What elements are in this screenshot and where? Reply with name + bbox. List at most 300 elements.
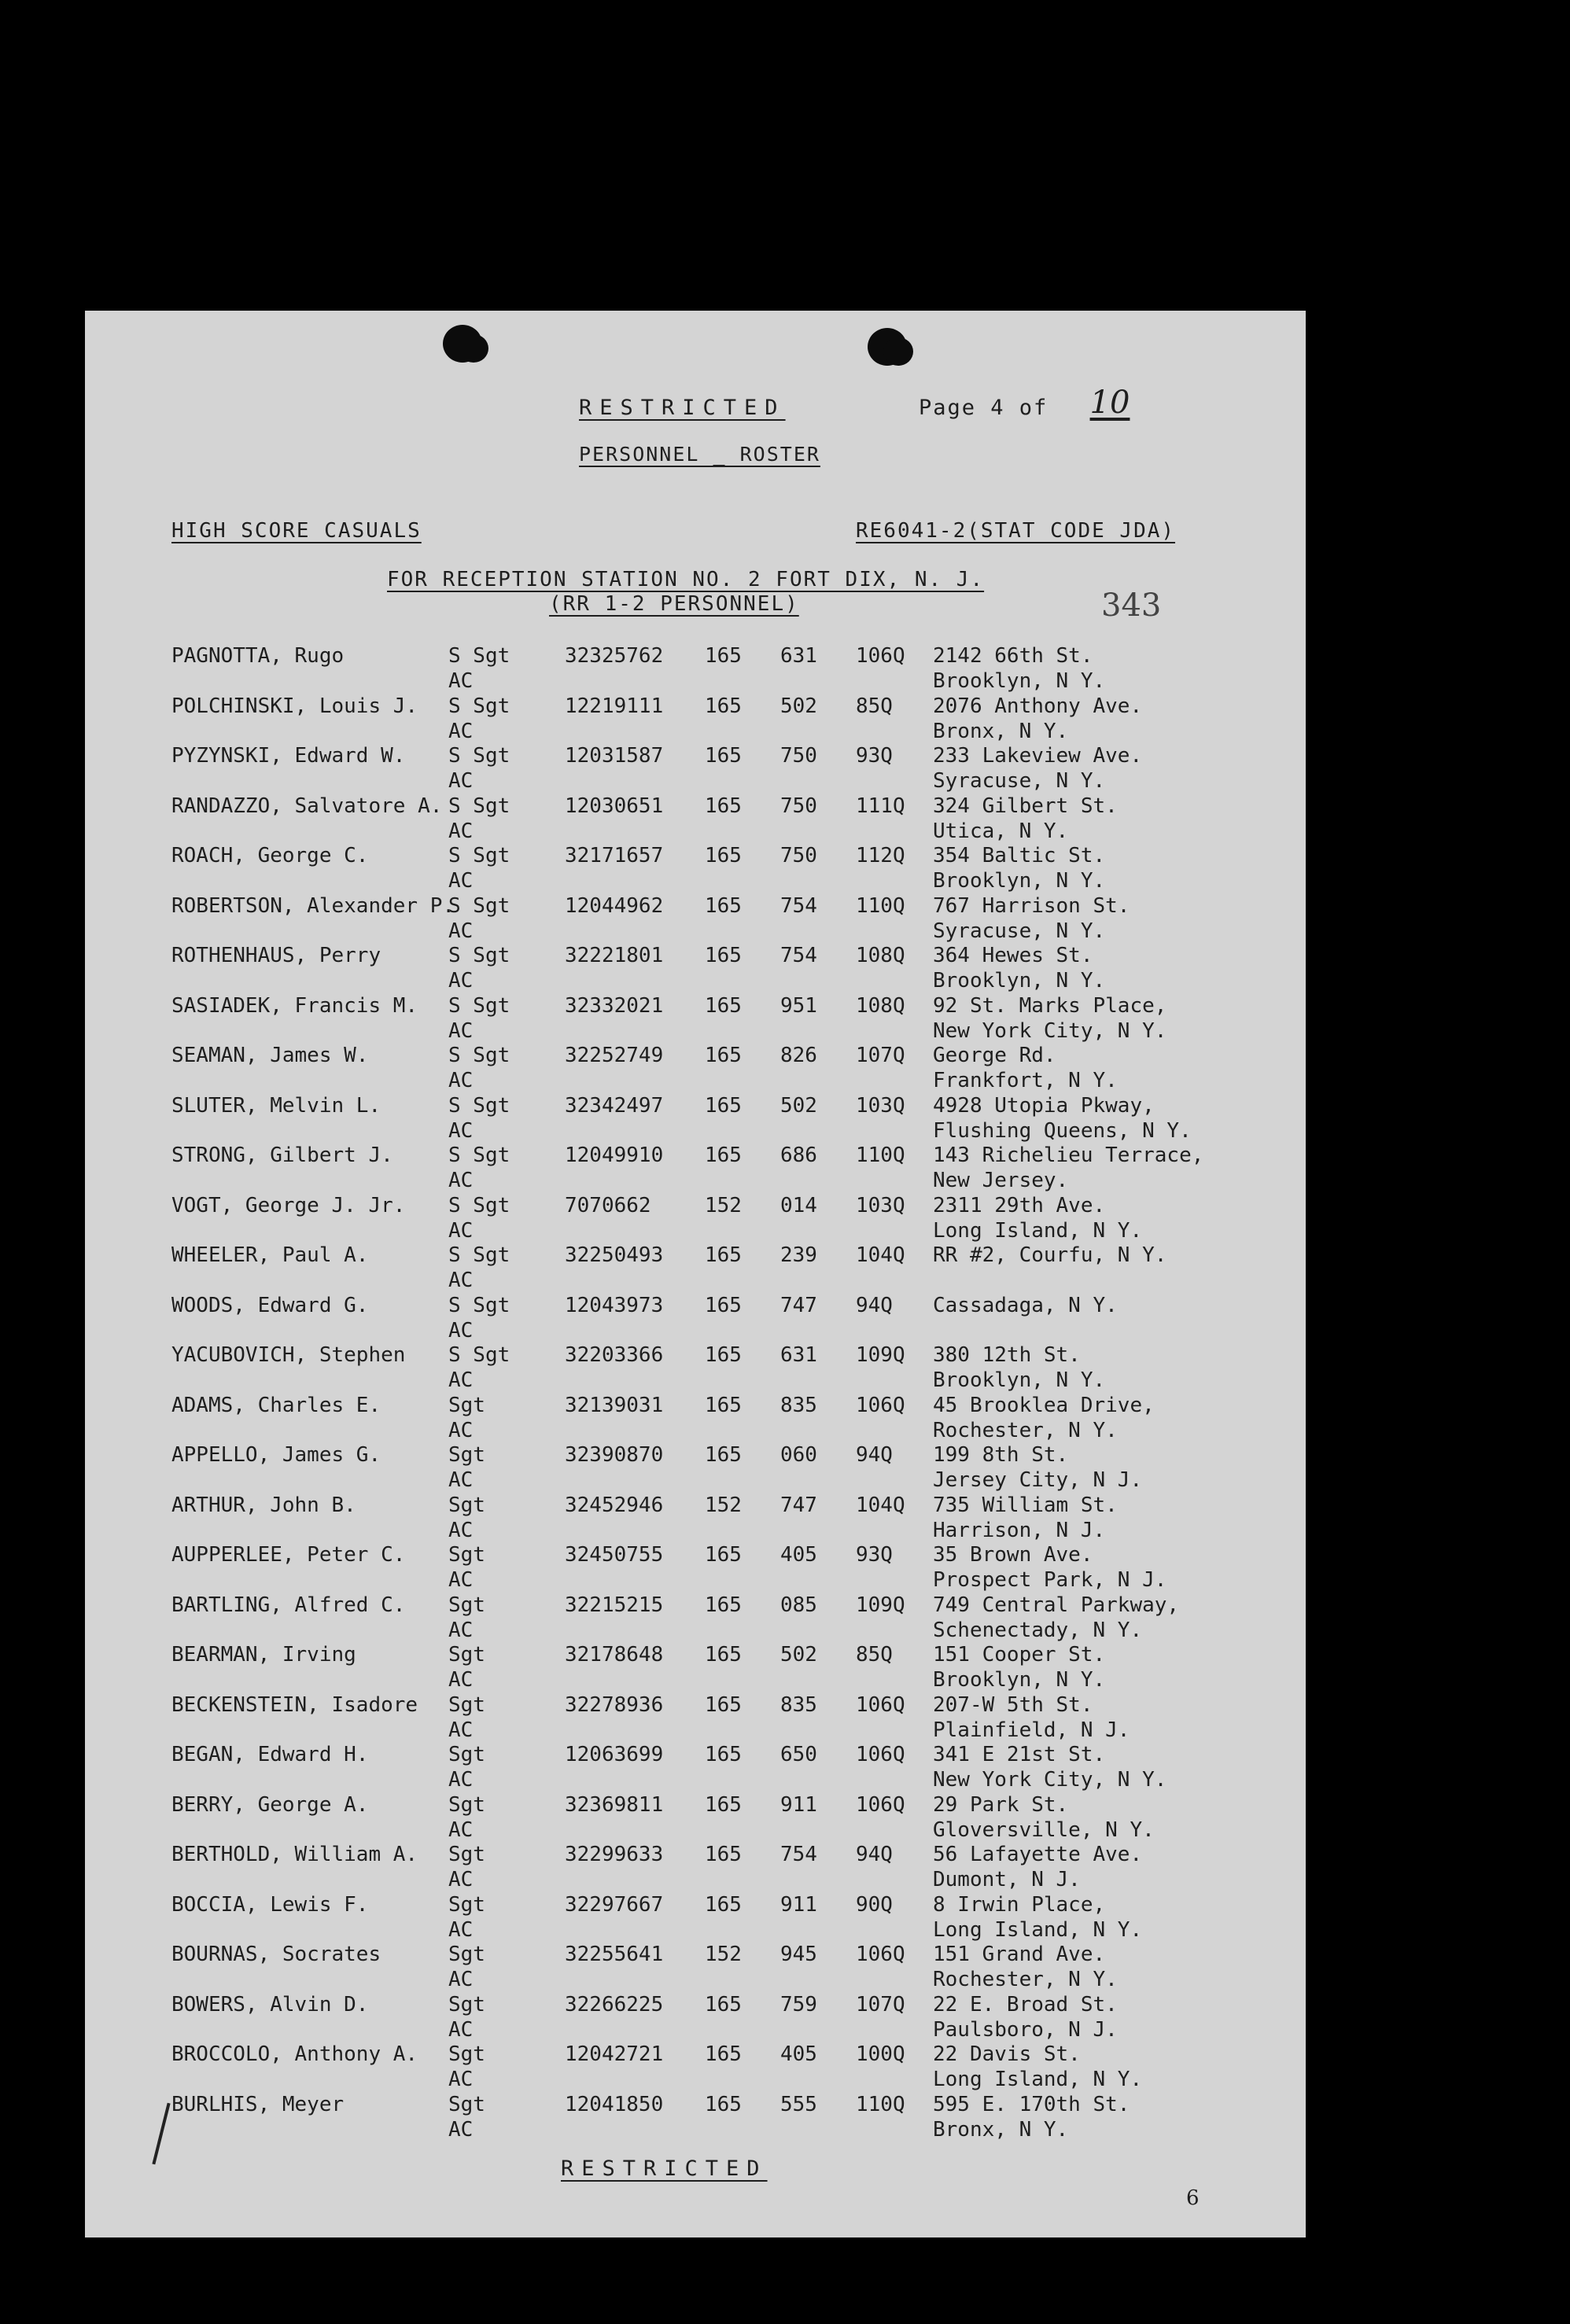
entry-address-line1: 22 E. Broad St. (933, 1992, 1118, 2016)
entry-address-line2: Schenectady, N Y. (933, 1618, 1143, 1642)
entry-grade: Sgt (448, 1792, 485, 1817)
entry-code-c: 108Q (856, 993, 905, 1018)
entry-code-b: 835 (780, 1393, 817, 1417)
entry-code-c: 106Q (856, 1792, 905, 1817)
entry-address-line1: Cassadaga, N Y. (933, 1293, 1118, 1317)
roster-entry (85, 944, 1306, 993)
entry-serial: 32332021 (565, 993, 664, 1018)
entry-code-c: 93Q (856, 1543, 893, 1567)
entry-name: ROTHENHAUS, Perry (171, 944, 381, 967)
entry-code-a: 165 (705, 1144, 742, 1167)
entry-address-line2: Brooklyn, N Y. (933, 1668, 1106, 1692)
entry-address-line1: 749 Central Parkway, (933, 1593, 1180, 1617)
entry-code-b: 754 (780, 893, 817, 918)
entry-code-c: 106Q (856, 1743, 905, 1766)
entry-name: PAGNOTTA, Rugo (171, 644, 345, 668)
entry-branch: AC (448, 819, 474, 843)
entry-name: WOODS, Edward G. (171, 1293, 369, 1317)
entry-name: BARTLING, Alfred C. (171, 1593, 406, 1617)
entry-code-c: 106Q (856, 1943, 905, 1966)
entry-code-b: 085 (780, 1593, 817, 1617)
entry-grade: S Sgt (448, 1193, 510, 1217)
entry-serial: 32325762 (565, 644, 664, 668)
entry-address-line1: 380 12th St. (933, 1343, 1081, 1367)
entry-branch: AC (448, 769, 474, 793)
entry-serial: 32369811 (565, 1792, 664, 1817)
entry-code-c: 94Q (856, 1843, 893, 1866)
entry-serial: 7070662 (565, 1193, 651, 1217)
entry-code-b: 631 (780, 1343, 817, 1367)
entry-serial: 32450755 (565, 1543, 664, 1567)
entry-address-line1: 92 St. Marks Place, (933, 993, 1167, 1018)
entry-grade: S Sgt (448, 1243, 510, 1267)
entry-code-a: 165 (705, 1643, 742, 1667)
entry-address-line1: 324 Gilbert St. (933, 794, 1118, 818)
entry-branch: AC (448, 1269, 474, 1292)
entry-code-c: 107Q (856, 1992, 905, 2016)
entry-code-c: 100Q (856, 2042, 905, 2066)
entry-address-line1: 56 Lafayette Ave. (933, 1843, 1143, 1866)
entry-serial: 32297667 (565, 1892, 664, 1917)
roster-entry (85, 1993, 1306, 2042)
entry-branch: AC (448, 1768, 474, 1792)
roster-entry (85, 644, 1306, 694)
entry-address-line1: 151 Grand Ave. (933, 1943, 1106, 1966)
entry-code-a: 165 (705, 1792, 742, 1817)
entry-code-c: 109Q (856, 1593, 905, 1617)
entry-code-c: 94Q (856, 1293, 893, 1317)
entry-code-a: 165 (705, 1843, 742, 1866)
entry-name: BERTHOLD, William A. (171, 1843, 418, 1866)
entry-address-line2: New York City, N Y. (933, 1018, 1167, 1043)
entry-name: SEAMAN, James W. (171, 1044, 369, 1067)
entry-branch: AC (448, 1818, 474, 1842)
entry-code-b: 686 (780, 1144, 817, 1167)
entry-code-c: 104Q (856, 1493, 905, 1517)
entry-serial: 32266225 (565, 1992, 664, 2016)
entry-code-b: 951 (780, 993, 817, 1018)
entry-code-a: 165 (705, 744, 742, 768)
entry-address-line1: 45 Brooklea Drive, (933, 1393, 1155, 1417)
entry-grade: Sgt (448, 1493, 485, 1517)
entry-address-line2: Frankfort, N Y. (933, 1069, 1118, 1092)
entry-address-line1: 207-W 5th St. (933, 1692, 1093, 1717)
entry-code-c: 110Q (856, 1144, 905, 1167)
entry-grade: Sgt (448, 1643, 485, 1667)
entry-code-b: 405 (780, 2042, 817, 2066)
entry-code-a: 165 (705, 1293, 742, 1317)
entry-serial: 32342497 (565, 1093, 664, 1118)
entry-code-a: 165 (705, 1443, 742, 1467)
roster-entry (85, 1843, 1306, 1892)
entry-code-b: 405 (780, 1543, 817, 1567)
entry-address-line1: 2142 66th St. (933, 644, 1093, 668)
entry-code-c: 106Q (856, 1393, 905, 1417)
entry-code-a: 165 (705, 1692, 742, 1717)
entry-name: ROBERTSON, Alexander P. (171, 893, 455, 918)
entry-branch: AC (448, 669, 474, 693)
entry-code-b: 502 (780, 1093, 817, 1118)
stamp-number: 343 (1101, 587, 1162, 624)
entry-grade: S Sgt (448, 1293, 510, 1317)
entry-name: BURLHIS, Meyer (171, 2092, 345, 2116)
entry-address-line1: 364 Hewes St. (933, 944, 1093, 967)
entry-serial: 32252749 (565, 1044, 664, 1067)
entry-code-b: 750 (780, 794, 817, 818)
entry-code-b: 911 (780, 1892, 817, 1917)
entry-code-b: 759 (780, 1992, 817, 2016)
entry-branch: AC (448, 1468, 474, 1492)
entry-serial: 32278936 (565, 1692, 664, 1717)
entry-branch: AC (448, 1668, 474, 1692)
entry-address-line1: 22 Davis St. (933, 2042, 1081, 2066)
entry-address-line2: Syracuse, N Y. (933, 769, 1106, 793)
roster-entry (85, 1294, 1306, 1343)
entry-name: BERRY, George A. (171, 1792, 369, 1817)
entry-serial: 32171657 (565, 844, 664, 867)
entry-address-line1: 735 William St. (933, 1493, 1118, 1517)
roster-entry (85, 844, 1306, 893)
entry-code-a: 165 (705, 1743, 742, 1766)
entry-branch: AC (448, 2017, 474, 2042)
roster-entry (85, 994, 1306, 1044)
entry-code-c: 104Q (856, 1243, 905, 1267)
entry-branch: AC (448, 719, 474, 743)
entry-code-a: 165 (705, 1543, 742, 1567)
entry-branch: AC (448, 1118, 474, 1143)
entry-code-a: 152 (705, 1493, 742, 1517)
entry-code-b: 826 (780, 1044, 817, 1067)
entry-name: BEARMAN, Irving (171, 1643, 356, 1667)
entry-name: WHEELER, Paul A. (171, 1243, 369, 1267)
entry-code-a: 165 (705, 1593, 742, 1617)
entry-grade: S Sgt (448, 794, 510, 818)
entry-address-line2: Bronx, N Y. (933, 719, 1069, 743)
entry-code-c: 110Q (856, 2092, 905, 2116)
entry-branch: AC (448, 1718, 474, 1742)
entry-name: BECKENSTEIN, Isadore (171, 1692, 418, 1717)
entry-address-line2: New Jersey. (933, 1169, 1069, 1192)
entry-code-c: 94Q (856, 1443, 893, 1467)
entry-code-a: 165 (705, 844, 742, 867)
entry-code-b: 502 (780, 694, 817, 718)
entry-name: SASIADEK, Francis M. (171, 993, 418, 1018)
entry-code-a: 165 (705, 993, 742, 1018)
entry-serial: 12042721 (565, 2042, 664, 2066)
stat-code: RE6041-2(STAT CODE JDA) (856, 519, 1176, 543)
roster-entry (85, 1643, 1306, 1692)
entry-grade: S Sgt (448, 1343, 510, 1367)
entry-branch: AC (448, 1018, 474, 1043)
roster-entry (85, 1443, 1306, 1493)
entry-code-c: 106Q (856, 1692, 905, 1717)
entry-name: STRONG, Gilbert J. (171, 1144, 393, 1167)
entry-grade: Sgt (448, 1943, 485, 1966)
entry-address-line2: Brooklyn, N Y. (933, 969, 1106, 993)
roster-entry (85, 1243, 1306, 1293)
entry-code-c: 106Q (856, 644, 905, 668)
entry-code-a: 165 (705, 2042, 742, 2066)
entry-code-a: 152 (705, 1943, 742, 1966)
page-total: 10 (1089, 385, 1130, 421)
entry-name: SLUTER, Melvin L. (171, 1093, 381, 1118)
entry-grade: Sgt (448, 1843, 485, 1866)
roster-entry (85, 1194, 1306, 1243)
entry-serial: 32221801 (565, 944, 664, 967)
entry-code-b: 060 (780, 1443, 817, 1467)
entry-code-b: 945 (780, 1943, 817, 1966)
entry-serial: 32203366 (565, 1343, 664, 1367)
entry-address-line1: 233 Lakeview Ave. (933, 744, 1143, 768)
entry-address-line2: Long Island, N Y. (933, 1218, 1143, 1243)
entry-name: ROACH, George C. (171, 844, 369, 867)
entry-code-c: 90Q (856, 1892, 893, 1917)
entry-grade: S Sgt (448, 893, 510, 918)
entry-code-b: 502 (780, 1643, 817, 1667)
entry-code-a: 165 (705, 1892, 742, 1917)
entry-branch: AC (448, 1368, 474, 1392)
entry-grade: Sgt (448, 1593, 485, 1617)
entry-address-line1: 151 Cooper St. (933, 1643, 1106, 1667)
entry-address-line1: 2076 Anthony Ave. (933, 694, 1143, 718)
roster-entry (85, 1394, 1306, 1443)
entry-name: ARTHUR, John B. (171, 1493, 356, 1517)
entry-grade: Sgt (448, 2092, 485, 2116)
entry-address-line2: Syracuse, N Y. (933, 919, 1106, 943)
entry-address-line1: George Rd. (933, 1044, 1056, 1067)
entry-code-b: 239 (780, 1243, 817, 1267)
entry-name: BOURNAS, Socrates (171, 1943, 381, 1966)
entry-code-c: 110Q (856, 893, 905, 918)
entry-branch: AC (448, 1568, 474, 1592)
roster-entry (85, 1493, 1306, 1543)
entry-code-a: 165 (705, 944, 742, 967)
entry-code-a: 152 (705, 1193, 742, 1217)
entry-code-c: 108Q (856, 944, 905, 967)
entry-code-a: 165 (705, 1343, 742, 1367)
entry-code-a: 165 (705, 644, 742, 668)
entry-serial: 12044962 (565, 893, 664, 918)
roster-entry (85, 1793, 1306, 1843)
entry-grade: Sgt (448, 1892, 485, 1917)
roster-entry (85, 1094, 1306, 1144)
entry-name: PYZYNSKI, Edward W. (171, 744, 406, 768)
footer-restricted: RESTRICTED (561, 2156, 768, 2181)
roster-entry (85, 694, 1306, 744)
roster-entry (85, 1593, 1306, 1643)
roster-title: PERSONNEL _ ROSTER (579, 443, 820, 466)
entry-grade: S Sgt (448, 993, 510, 1018)
entry-grade: S Sgt (448, 844, 510, 867)
entry-branch: AC (448, 1518, 474, 1542)
roster-entry (85, 2093, 1306, 2142)
entry-branch: AC (448, 1169, 474, 1192)
entry-grade: Sgt (448, 1743, 485, 1766)
entry-address-line1: 4928 Utopia Pkway, (933, 1093, 1155, 1118)
entry-code-a: 165 (705, 794, 742, 818)
entry-code-b: 555 (780, 2092, 817, 2116)
entry-grade: Sgt (448, 1543, 485, 1567)
entry-address-line1: 341 E 21st St. (933, 1743, 1106, 1766)
roster-entry (85, 744, 1306, 794)
entry-code-c: 111Q (856, 794, 905, 818)
entry-name: BROCCOLO, Anthony A. (171, 2042, 418, 2066)
entry-code-c: 107Q (856, 1044, 905, 1067)
entry-serial: 12043973 (565, 1293, 664, 1317)
roster-page (85, 311, 1306, 2237)
entry-branch: AC (448, 1218, 474, 1243)
entry-code-a: 165 (705, 1393, 742, 1417)
entry-address-line2: Brooklyn, N Y. (933, 869, 1106, 893)
entry-branch: AC (448, 1318, 474, 1342)
entry-address-line2: Paulsboro, N J. (933, 2017, 1118, 2042)
entry-serial: 12031587 (565, 744, 664, 768)
entry-address-line2: Gloversville, N Y. (933, 1818, 1155, 1842)
entry-code-b: 747 (780, 1293, 817, 1317)
entry-address-line2: Long Island, N Y. (933, 2068, 1143, 2091)
entry-branch: AC (448, 1968, 474, 1991)
entry-address-line2: Brooklyn, N Y. (933, 1368, 1106, 1392)
entry-grade: Sgt (448, 2042, 485, 2066)
entry-branch: AC (448, 919, 474, 943)
entry-address-line2: Rochester, N Y. (933, 1418, 1118, 1442)
entry-serial: 32178648 (565, 1643, 664, 1667)
entry-address-line2: Rochester, N Y. (933, 1968, 1118, 1991)
roster-entry (85, 1693, 1306, 1743)
entry-serial: 32215215 (565, 1593, 664, 1617)
entry-serial: 32299633 (565, 1843, 664, 1866)
entry-serial: 12063699 (565, 1743, 664, 1766)
entry-grade: Sgt (448, 1992, 485, 2016)
entry-address-line2: Long Island, N Y. (933, 1917, 1143, 1942)
entry-branch: AC (448, 969, 474, 993)
entry-code-b: 911 (780, 1792, 817, 1817)
entry-address-line2: Flushing Queens, N Y. (933, 1118, 1192, 1143)
page-label: Page 4 of (919, 396, 1049, 420)
entry-address-line1: 354 Baltic St. (933, 844, 1106, 867)
entry-address-line1: 767 Harrison St. (933, 893, 1130, 918)
entry-address-line1: 8 Irwin Place, (933, 1892, 1106, 1917)
group-title: HIGH SCORE CASUALS (171, 519, 422, 543)
entry-address-line1: 143 Richelieu Terrace, (933, 1144, 1204, 1167)
entry-code-b: 014 (780, 1193, 817, 1217)
entry-address-line2: Brooklyn, N Y. (933, 669, 1106, 693)
entry-grade: S Sgt (448, 694, 510, 718)
entry-serial: 12041850 (565, 2092, 664, 2116)
entry-name: RANDAZZO, Salvatore A. (171, 794, 443, 818)
entry-code-a: 165 (705, 893, 742, 918)
entry-name: YACUBOVICH, Stephen (171, 1343, 406, 1367)
entry-name: POLCHINSKI, Louis J. (171, 694, 418, 718)
entry-branch: AC (448, 1069, 474, 1092)
entry-grade: S Sgt (448, 1144, 510, 1167)
roster-entry (85, 894, 1306, 944)
entry-serial: 12030651 (565, 794, 664, 818)
entry-serial: 32139031 (565, 1393, 664, 1417)
entry-code-b: 750 (780, 844, 817, 867)
entry-grade: S Sgt (448, 644, 510, 668)
entry-code-a: 165 (705, 2092, 742, 2116)
entry-code-c: 103Q (856, 1193, 905, 1217)
entry-code-c: 85Q (856, 1643, 893, 1667)
entry-branch: AC (448, 1418, 474, 1442)
entry-address-line1: 199 8th St. (933, 1443, 1069, 1467)
roster-entry (85, 1943, 1306, 1992)
entry-branch: AC (448, 2117, 474, 2142)
entry-name: VOGT, George J. Jr. (171, 1193, 406, 1217)
entry-code-a: 165 (705, 1044, 742, 1067)
entry-address-line2: Utica, N Y. (933, 819, 1069, 843)
station-subtitle: (RR 1-2 PERSONNEL) (549, 592, 799, 616)
entry-code-c: 103Q (856, 1093, 905, 1118)
entry-code-a: 165 (705, 1093, 742, 1118)
entry-serial: 12049910 (565, 1144, 664, 1167)
entry-address-line1: 2311 29th Ave. (933, 1193, 1106, 1217)
entry-serial: 32390870 (565, 1443, 664, 1467)
entry-code-b: 754 (780, 1843, 817, 1866)
entry-name: ADAMS, Charles E. (171, 1393, 381, 1417)
entry-code-b: 754 (780, 944, 817, 967)
entry-name: APPELLO, James G. (171, 1443, 381, 1467)
roster-entry (85, 1343, 1306, 1393)
entry-address-line2: New York City, N Y. (933, 1768, 1167, 1792)
roster-entry (85, 794, 1306, 844)
entry-address-line2: Dumont, N J. (933, 1868, 1081, 1891)
entry-grade: Sgt (448, 1692, 485, 1717)
entry-serial: 32250493 (565, 1243, 664, 1267)
roster-entry (85, 1144, 1306, 1193)
entry-code-b: 747 (780, 1493, 817, 1517)
entry-branch: AC (448, 1917, 474, 1942)
entry-code-c: 112Q (856, 844, 905, 867)
entry-address-line1: RR #2, Courfu, N Y. (933, 1243, 1167, 1267)
entry-name: BEGAN, Edward H. (171, 1743, 369, 1766)
entry-code-b: 650 (780, 1743, 817, 1766)
entry-address-line1: 595 E. 170th St. (933, 2092, 1130, 2116)
entry-code-b: 750 (780, 744, 817, 768)
entry-code-b: 631 (780, 644, 817, 668)
entry-grade: S Sgt (448, 1093, 510, 1118)
entry-code-a: 165 (705, 694, 742, 718)
entry-code-c: 93Q (856, 744, 893, 768)
entry-branch: AC (448, 1868, 474, 1891)
entry-serial: 12219111 (565, 694, 664, 718)
entry-code-c: 109Q (856, 1343, 905, 1367)
entry-branch: AC (448, 869, 474, 893)
entry-branch: AC (448, 1618, 474, 1642)
roster-entry (85, 1543, 1306, 1593)
entry-branch: AC (448, 2068, 474, 2091)
station-title: FOR RECEPTION STATION NO. 2 FORT DIX, N. J. (387, 568, 985, 591)
entry-name: BOWERS, Alvin D. (171, 1992, 369, 2016)
entry-code-a: 165 (705, 1992, 742, 2016)
roster-table (85, 311, 1306, 2237)
entry-grade: S Sgt (448, 1044, 510, 1067)
entry-code-a: 165 (705, 1243, 742, 1267)
entry-grade: S Sgt (448, 744, 510, 768)
header-restricted: RESTRICTED (579, 396, 786, 420)
entry-address-line1: 29 Park St. (933, 1792, 1069, 1817)
entry-code-c: 85Q (856, 694, 893, 718)
entry-address-line2: Prospect Park, N J. (933, 1568, 1167, 1592)
entry-grade: Sgt (448, 1443, 485, 1467)
entry-serial: 32255641 (565, 1943, 664, 1966)
entry-serial: 32452946 (565, 1493, 664, 1517)
entry-address-line2: Harrison, N J. (933, 1518, 1106, 1542)
entry-address-line2: Jersey City, N J. (933, 1468, 1143, 1492)
corner-mark: 6 (1186, 2186, 1200, 2210)
roster-entry (85, 1743, 1306, 1792)
